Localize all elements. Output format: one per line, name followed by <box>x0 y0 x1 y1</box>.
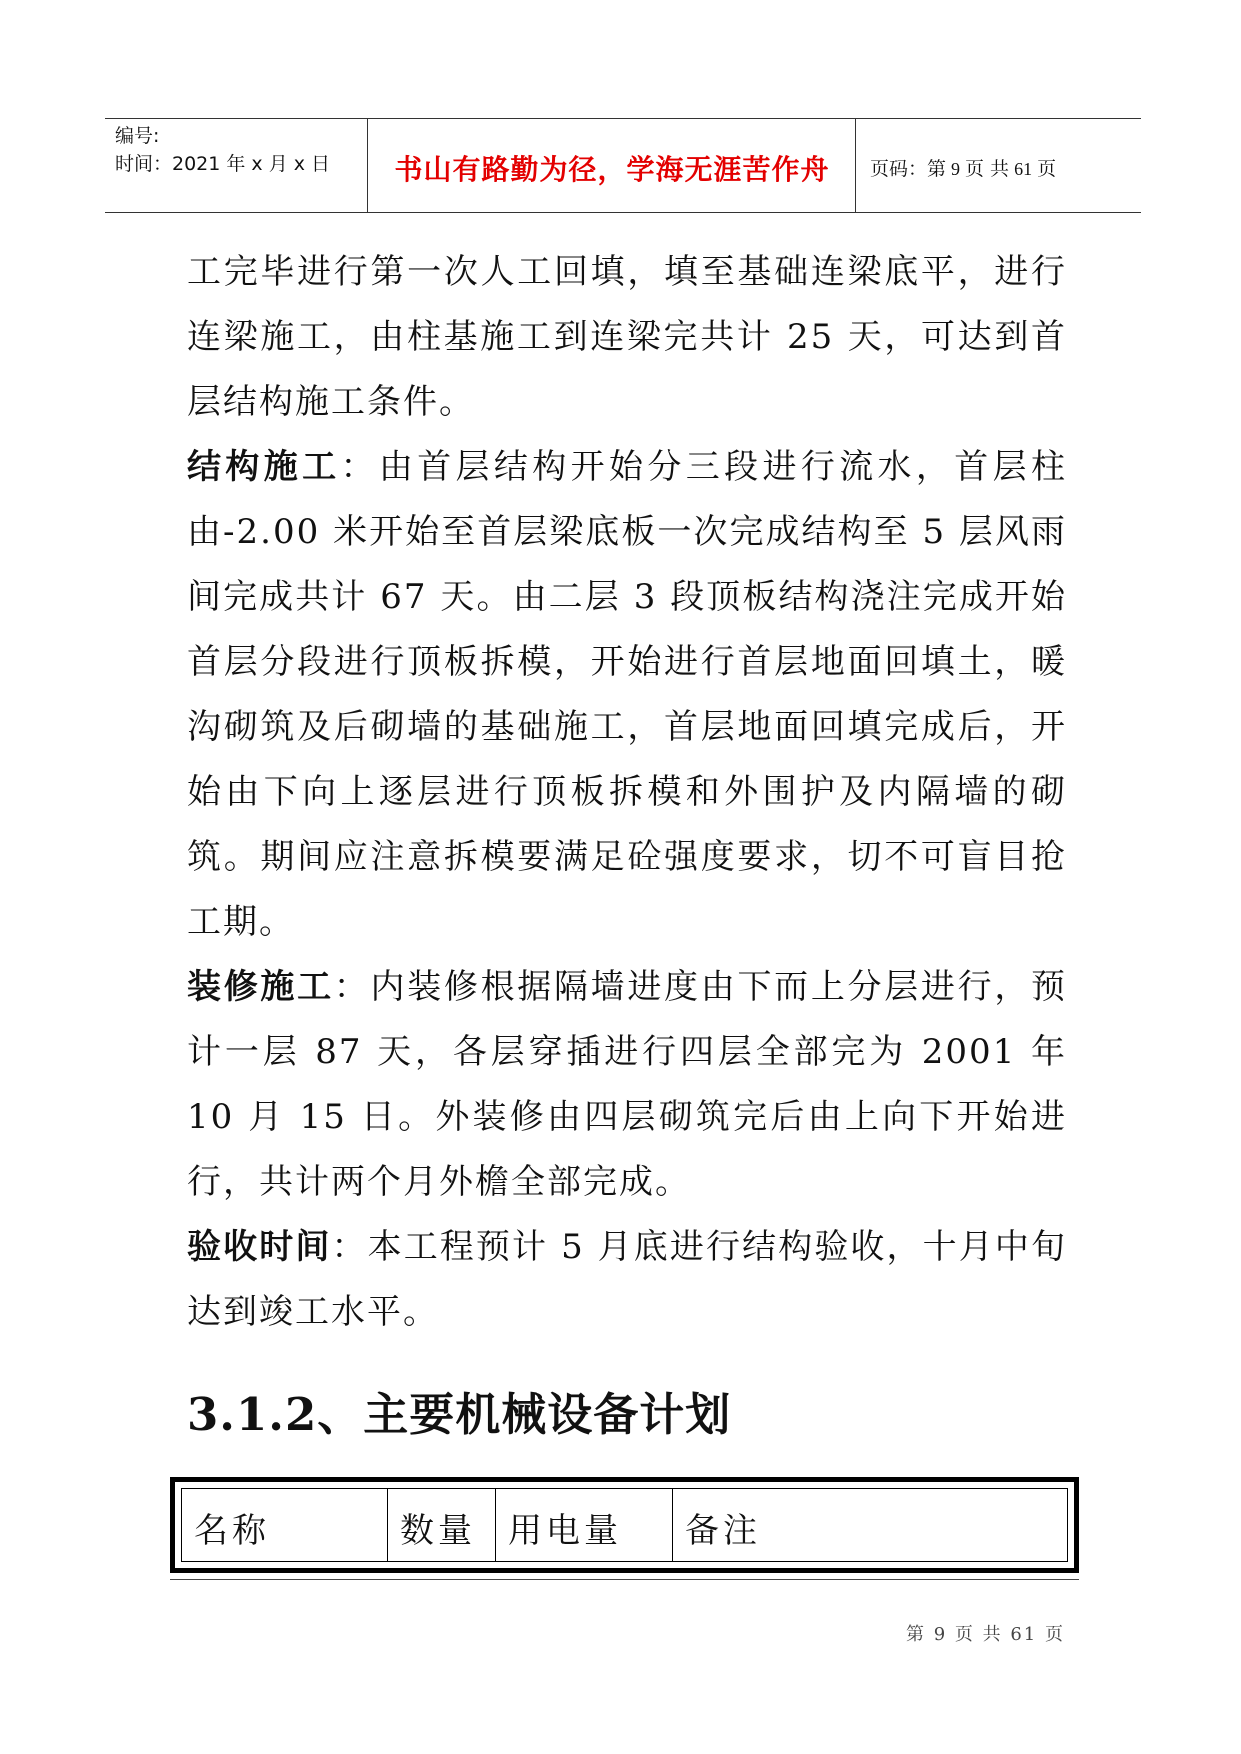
header-meta <box>115 122 330 178</box>
paragraph <box>187 1215 1067 1345</box>
page-suffix: 页 <box>1037 158 1057 180</box>
header-bottom-rule <box>105 212 1141 213</box>
paragraph <box>187 435 1067 955</box>
header-motto: 书山有路勤为径，学海无涯苦作舟 <box>394 153 830 186</box>
paragraph <box>187 240 1067 435</box>
header-page-number <box>870 154 1056 181</box>
header-top-rule <box>105 118 1141 119</box>
paragraph-text: ：内装修根据隔墙进度由下而上分层进行，预计一层 87 天，各层穿插进行四层全部完为 2001 年 10 月 15 日。外装修由四层砌筑完后由上向下开始进行，共计两个月外檐全部完成。 <box>187 967 1068 1202</box>
page-header <box>105 118 1141 214</box>
page-footer: 第 9 页 共 61 页 <box>906 1624 1065 1645</box>
page-mid: 页 共 <box>965 158 1010 180</box>
table-header-cell: 备注 <box>672 1489 1067 1561</box>
table-bottom-rule <box>170 1579 1079 1580</box>
page-total: 61 <box>1014 159 1033 179</box>
page-current: 9 <box>951 159 961 179</box>
paragraph-text: 工完毕进行第一次人工回填，填至基础连梁底平，进行连梁施工，由柱基施工到连梁完共计 25 天，可达到首层结构施工条件。 <box>187 252 1067 422</box>
section-heading: 3.1.2、主要机械设备计划 <box>187 1388 732 1441</box>
paragraph-heading: 结构施工 <box>187 447 341 487</box>
time-label: 时间：2021 年 x 月 x 日 <box>115 153 331 175</box>
table-header-cell: 名称 <box>194 1511 270 1551</box>
paragraph-heading: 验收时间 <box>187 1227 332 1267</box>
page-prefix: 页码：第 <box>870 158 947 180</box>
serial-label: 编号: <box>115 125 160 147</box>
paragraph-heading: 装修施工 <box>187 967 334 1007</box>
paragraph <box>187 955 1067 1215</box>
table-header-row <box>181 1488 1068 1562</box>
body-text <box>187 240 1067 1345</box>
equipment-table <box>170 1477 1079 1573</box>
paragraph-text: ：由首层结构开始分三段进行流水，首层柱由-2.00 米开始至首层梁底板一次完成结构至 5 层风雨间完成共计 67 天。由二层 3 段顶板结构浇注完成开始首层分段进行顶板拆模，开始进行首层地面回填土，暖沟砌筑及后砌墙的基础施工，首层地面回填完成后，开始由下向上逐层进行顶板拆模和外围护及内隔墙的砌筑。期间应注意拆模要满足砼强度要求，切不可盲目抢工期。 <box>187 447 1068 942</box>
table-header-cell: 用电量 <box>495 1489 672 1561</box>
table-header-cell: 数量 <box>387 1489 495 1561</box>
paragraph-text: ：本工程预计 5 月底进行结构验收，十月中旬达到竣工水平。 <box>187 1227 1068 1332</box>
